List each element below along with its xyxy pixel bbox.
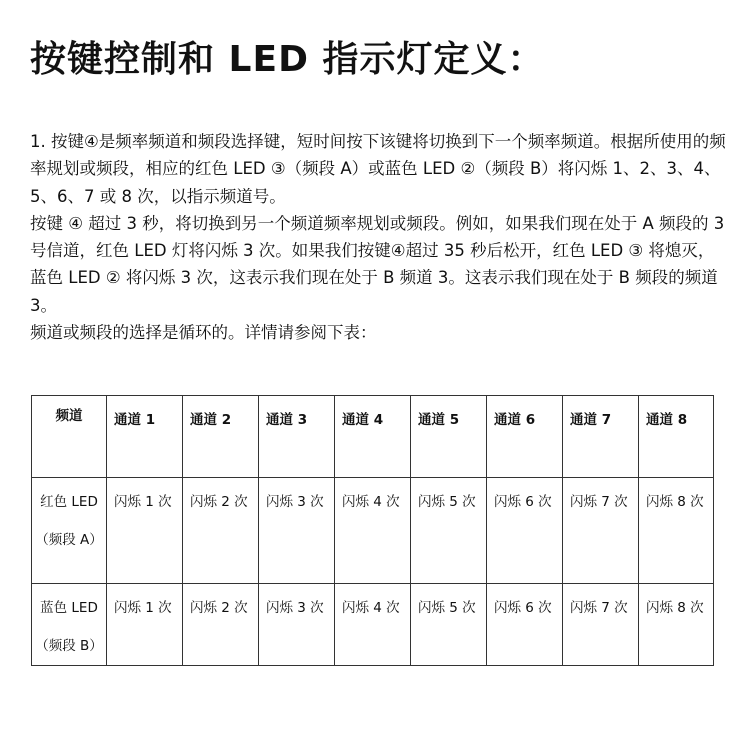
header-cell-ch6: 通道 6 (487, 396, 563, 478)
header-cell-ch2: 通道 2 (183, 396, 259, 478)
table-cell: 闪烁 2 次 (183, 584, 259, 666)
table-cell: 闪烁 5 次 (411, 478, 487, 584)
table-row-blue-led (32, 584, 714, 666)
header-cell-ch8: 通道 8 (639, 396, 714, 478)
page-title: 按键控制和 LED 指示灯定义： (30, 39, 545, 80)
row-label-blue-led (32, 584, 107, 666)
table-cell: 闪烁 6 次 (487, 478, 563, 584)
table-cell: 闪烁 8 次 (639, 584, 714, 666)
row-label-line1: 红色 LED (40, 494, 98, 510)
table-cell: 闪烁 7 次 (563, 584, 639, 666)
table-cell: 闪烁 7 次 (563, 478, 639, 584)
row-label-line2: （频段 B） (35, 638, 103, 654)
paragraph-cycle-note: 频道或频段的选择是循环的。详情请参阅下表： (30, 323, 377, 343)
header-cell-ch3: 通道 3 (259, 396, 335, 478)
table-cell: 闪烁 3 次 (259, 584, 335, 666)
table-cell: 闪烁 1 次 (107, 584, 183, 666)
table-cell: 闪烁 1 次 (107, 478, 183, 584)
row-label-line1: 蓝色 LED (40, 600, 98, 616)
table-cell: 闪烁 4 次 (335, 584, 411, 666)
header-cell-channel: 频道 (32, 396, 107, 478)
table-cell: 闪烁 3 次 (259, 478, 335, 584)
table-cell: 闪烁 5 次 (411, 584, 487, 666)
header-cell-ch5: 通道 5 (411, 396, 487, 478)
row-label-red-led (32, 478, 107, 584)
channel-table (31, 395, 714, 666)
paragraph-button-function: 1. 按键④是频率频道和频段选择键，短时间按下该键将切换到下一个频率频道。根据所使用的频率规划或频段，相应的红色 LED ③（频段 A）或蓝色 LED ②（频段 B）将闪烁 1、2、3、4、5、6、7 或 8 次，以指示频道号。 (30, 132, 726, 206)
header-cell-ch1: 通道 1 (107, 396, 183, 478)
paragraph-long-press: 按键 ④ 超过 3 秒，将切换到另一个频道频率规划或频段。例如，如果我们现在处于 A 频段的 3 号信道，红色 LED 灯将闪烁 3 次。如果我们按键④超过 35 秒后松开，红色 LED ③ 将熄灭，蓝色 LED ② 将闪烁 3 次，这表示我们现在处于 B 频道 3。这表示我们现在处于 B 频段的频道 3。 (30, 213, 725, 315)
table-cell: 闪烁 8 次 (639, 478, 714, 584)
table-row-red-led (32, 478, 714, 584)
header-cell-ch4: 通道 4 (335, 396, 411, 478)
instructions-text (30, 128, 730, 346)
table-cell: 闪烁 2 次 (183, 478, 259, 584)
table-cell: 闪烁 6 次 (487, 584, 563, 666)
row-label-line2: （频段 A） (35, 532, 103, 548)
header-cell-ch7: 通道 7 (563, 396, 639, 478)
table-header-row (32, 396, 714, 478)
table-cell: 闪烁 4 次 (335, 478, 411, 584)
